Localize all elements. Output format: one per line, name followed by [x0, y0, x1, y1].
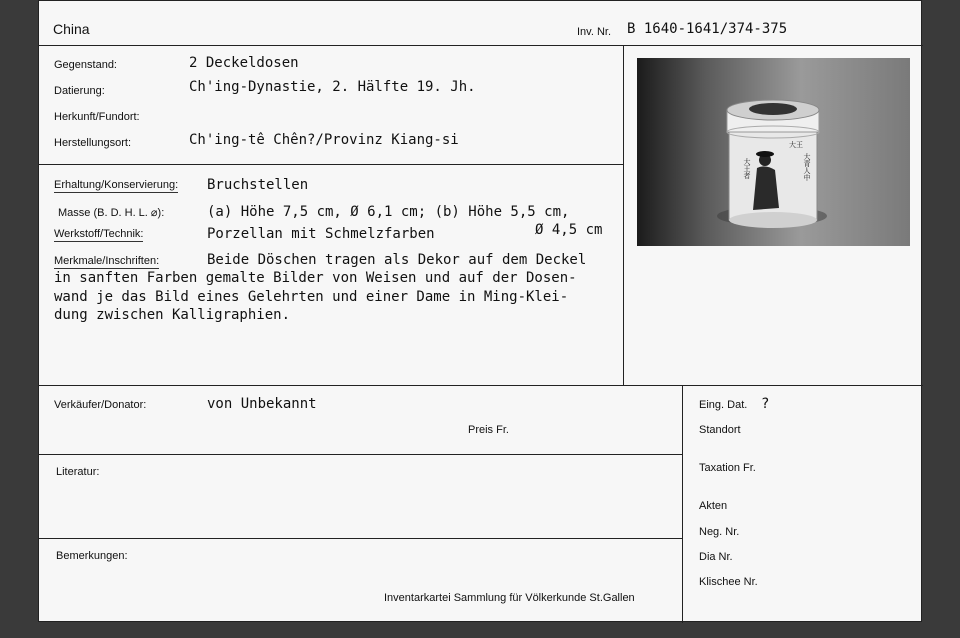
merkmale-line-3: wand je das Bild eines Gelehrten und einer Dame in Ming-Klei- [54, 289, 569, 305]
merkmale-line-2: in sanften Farben gemalte Bilder von Weisen und auf der Dosen- [54, 270, 577, 286]
eing-dat-label: Eing. Dat. [699, 399, 748, 411]
masse-label: Masse (B. D. H. L. ⌀): [58, 207, 165, 219]
dia-nr-label: Dia Nr. [699, 551, 733, 563]
region-text: China [53, 21, 90, 37]
herkunft-label: Herkunft/Fundort: [54, 111, 140, 123]
erhaltung-value: Bruchstellen [207, 177, 309, 193]
photo-inscription-2: 大青人中 [803, 153, 811, 181]
herstellungsort-label: Herstellungsort: [54, 137, 132, 149]
merkmale-line-1: Beide Döschen tragen als Dekor auf dem Deckel [207, 252, 587, 268]
photo-inscription-1: 大王者 [743, 158, 751, 179]
lidded-box-image [637, 58, 910, 246]
preis-label: Preis Fr. [468, 424, 509, 436]
eing-dat-value: ? [761, 396, 770, 412]
masse-value-2: Ø 4,5 cm [535, 222, 603, 238]
gegenstand-value: 2 Deckeldosen [189, 55, 299, 71]
literatur-label: Literatur: [56, 466, 100, 478]
standort-label: Standort [699, 424, 741, 436]
rule-section2 [39, 385, 923, 386]
akten-label: Akten [699, 500, 728, 512]
merkmale-label: Merkmale/Inschriften: [54, 255, 160, 267]
bemerkungen-label: Bemerkungen: [56, 550, 128, 562]
neg-nr-label: Neg. Nr. [699, 526, 740, 538]
datierung-value: Ch'ing-Dynastie, 2. Hälfte 19. Jh. [189, 79, 476, 95]
rule-photo-left [623, 45, 624, 385]
klischee-nr-label: Klischee Nr. [699, 576, 758, 588]
taxation-label: Taxation Fr. [699, 462, 756, 474]
rule-literatur [39, 454, 682, 455]
werkstoff-label: Werkstoff/Technik: [54, 228, 144, 240]
datierung-label: Datierung: [54, 85, 105, 97]
verkaeufer-value: von Unbekannt [207, 396, 317, 412]
erhaltung-label: Erhaltung/Konservierung: [54, 179, 179, 191]
merkmale-line-4: dung zwischen Kalligraphien. [54, 307, 291, 323]
object-photo [637, 58, 910, 246]
rule-right-panel [682, 385, 683, 623]
photo-inscription-3: 大王 [789, 141, 803, 149]
masse-value: (a) Höhe 7,5 cm, Ø 6,1 cm; (b) Höhe 5,5 cm, [207, 204, 570, 220]
footer-text: Inventarkartei Sammlung für Völkerkunde St.Gallen [384, 592, 635, 604]
herstellungsort-value: Ch'ing-tê Chên?/Provinz Kiang-si [189, 132, 459, 148]
inv-nr-value: B 1640-1641/374-375 [627, 21, 788, 37]
gegenstand-label: Gegenstand: [54, 59, 117, 71]
verkaeufer-label: Verkäufer/Donator: [54, 399, 147, 411]
rule-section1 [39, 164, 623, 165]
rule-bemerkungen [39, 538, 682, 539]
inv-nr-label: Inv. Nr. [577, 26, 612, 38]
rule-header [39, 45, 923, 46]
werkstoff-value: Porzellan mit Schmelzfarben [207, 226, 435, 242]
